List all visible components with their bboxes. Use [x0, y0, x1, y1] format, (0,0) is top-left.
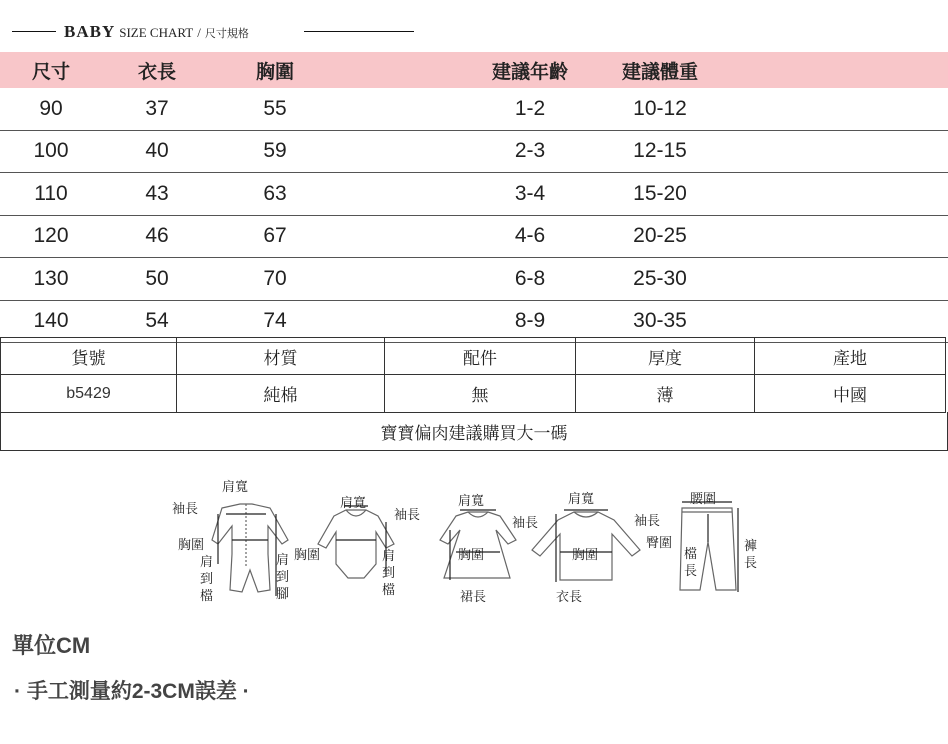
cell-chest: 67: [263, 224, 287, 248]
info-header-row: [1, 338, 946, 375]
cell-weight: 20-25: [633, 224, 687, 248]
table-row: [0, 88, 948, 131]
label-chest: 胸圍: [572, 548, 599, 563]
cell-chest: 70: [263, 266, 287, 290]
label-sleeve-length: 袖長: [634, 514, 661, 529]
col-length: 衣長: [137, 61, 176, 83]
char: 長: [744, 556, 758, 571]
label-garment-length: 衣長: [556, 590, 583, 605]
cell-weight: 10-12: [633, 96, 687, 120]
label-shoulder-width: 肩寬: [340, 496, 367, 511]
header-slash: /: [197, 25, 201, 40]
char: 檔: [684, 547, 698, 562]
label-pants-length: [744, 538, 757, 572]
measurement-diagrams: [160, 470, 780, 620]
cell-weight: 25-30: [633, 266, 687, 290]
col-weight: 建議體重: [621, 61, 698, 83]
label-crotch-length: [684, 546, 697, 580]
cell-age: 1-2: [514, 96, 546, 120]
product-info-table: [0, 337, 946, 413]
cell-age: 2-3: [514, 139, 546, 163]
table-row: [0, 131, 948, 174]
info-accessory: 無: [385, 375, 576, 413]
label-chest: 胸圍: [294, 548, 321, 563]
char: 到: [276, 570, 290, 585]
label-hip: 臀圍: [646, 536, 673, 551]
char: 到: [200, 572, 214, 587]
info-item-no: b5429: [1, 375, 177, 413]
char: 肩: [382, 549, 396, 564]
cell-size: 90: [39, 96, 63, 120]
char: 肩: [200, 555, 214, 570]
header-chinese: 尺寸規格: [204, 27, 249, 40]
char: 褲: [744, 539, 758, 554]
cell-size: 140: [33, 309, 69, 333]
label-chest: 胸圍: [178, 538, 205, 553]
header-line-left: [12, 31, 56, 32]
header-brand: BABY: [64, 22, 116, 41]
table-row: [0, 173, 948, 216]
label-shoulder-to-crotch: [200, 554, 213, 605]
size-recommendation-note: 寶寶偏肉建議購買大一碼: [0, 412, 948, 451]
cell-chest: 59: [263, 139, 287, 163]
table-row: [0, 216, 948, 259]
char: 到: [382, 566, 396, 581]
label-shoulder-to-crotch: [382, 548, 395, 599]
info-value-row: [1, 375, 946, 413]
cell-size: 110: [34, 181, 68, 205]
label-waist: 腰圍: [690, 492, 717, 507]
label-sleeve-length: 袖長: [512, 516, 539, 531]
unit-label: 單位CM: [12, 633, 91, 658]
cell-size: 100: [33, 139, 69, 163]
table-row: [0, 258, 948, 301]
char: 檔: [200, 589, 214, 604]
size-table-header: [0, 52, 948, 88]
cell-weight: 30-35: [633, 309, 687, 333]
header-line-right: [304, 31, 414, 32]
label-shoulder-width: 肩寬: [568, 492, 595, 507]
info-origin: 中國: [755, 375, 946, 413]
cell-length: 50: [145, 266, 169, 290]
cell-age: 4-6: [514, 224, 546, 248]
measurement-error-note: · 手工測量約2-3CM誤差 ·: [14, 680, 250, 703]
cell-length: 37: [145, 96, 169, 120]
cell-length: 43: [145, 181, 169, 205]
cell-age: 3-4: [514, 181, 546, 205]
col-age: 建議年齡: [491, 61, 568, 83]
info-header-item-no: 貨號: [1, 338, 177, 375]
label-chest: 胸圍: [458, 548, 485, 563]
cell-size: 120: [33, 224, 69, 248]
info-header-accessory: 配件: [385, 338, 576, 375]
label-shoulder-width: 肩寬: [458, 494, 485, 509]
cell-chest: 74: [263, 309, 287, 333]
cell-chest: 63: [263, 181, 287, 205]
char: 長: [684, 564, 698, 579]
cell-size: 130: [33, 266, 69, 290]
char: 檔: [382, 583, 396, 598]
label-sleeve-length: 袖長: [394, 508, 421, 523]
label-skirt-length: 裙長: [460, 590, 487, 605]
cell-age: 6-8: [514, 266, 546, 290]
header-title: [64, 22, 249, 42]
info-material: 純棉: [177, 375, 385, 413]
label-shoulder-width: 肩寬: [222, 480, 249, 495]
char: 腳: [276, 587, 290, 602]
col-size: 尺寸: [31, 61, 70, 83]
header-subtitle: SIZE CHART: [119, 25, 194, 40]
info-header-material: 材質: [177, 338, 385, 375]
cell-age: 8-9: [514, 309, 546, 333]
info-header-origin: 產地: [755, 338, 946, 375]
cell-chest: 55: [263, 96, 287, 120]
col-chest: 胸圍: [255, 61, 294, 83]
info-header-thickness: 厚度: [576, 338, 755, 375]
cell-length: 46: [145, 224, 169, 248]
cell-length: 40: [145, 139, 169, 163]
chart-header: [12, 22, 422, 42]
cell-weight: 12-15: [633, 139, 687, 163]
size-table: [0, 52, 948, 343]
info-thickness: 薄: [576, 375, 755, 413]
label-shoulder-to-foot: [276, 552, 289, 603]
cell-weight: 15-20: [633, 181, 687, 205]
cell-length: 54: [145, 309, 169, 333]
char: 肩: [276, 553, 290, 568]
label-sleeve-length: 袖長: [172, 502, 199, 517]
